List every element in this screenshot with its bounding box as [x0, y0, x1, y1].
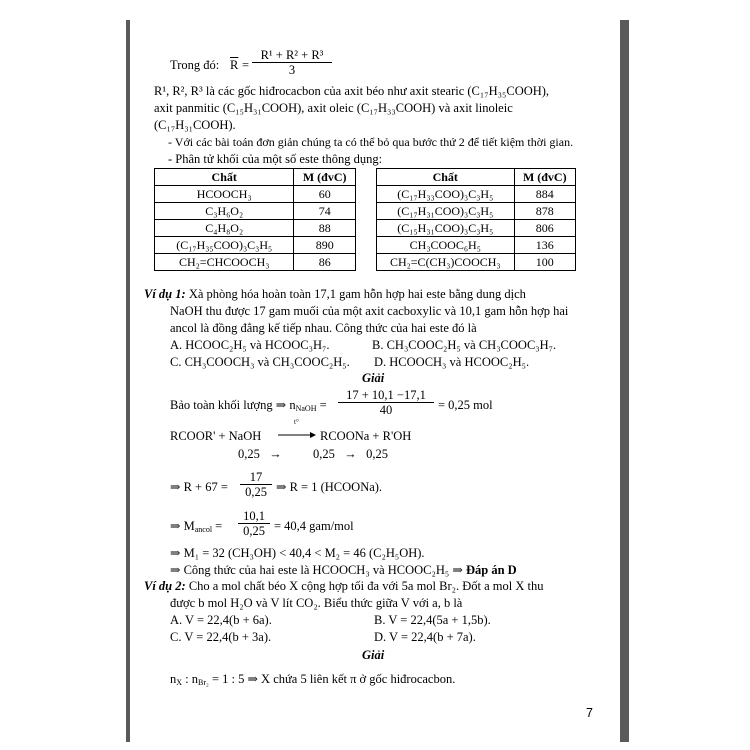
table-row	[377, 220, 576, 237]
example1-option-a: A. HCOOC₂H₅ và HCOOC₃H₇.	[170, 338, 330, 352]
table-cell-mass: 890	[294, 237, 356, 254]
ratio-sub2: Br₂	[198, 678, 209, 687]
table-cell-substance: (C₁₇H₃₃COO)₃C₃H₅	[377, 186, 515, 203]
example1-step5	[170, 563, 517, 578]
example1-step1	[170, 398, 327, 413]
example1-line1	[144, 287, 526, 302]
example2-line2: được b mol H₂O và V lít CO₂. Biểu thức giữa V với a, b là	[170, 596, 463, 610]
table-cell-substance: C₃H₆O₂	[155, 203, 294, 220]
table-header-mass: M (đvC)	[514, 169, 575, 186]
reaction-right: RCOONa + R'OH	[320, 429, 412, 443]
example1-step4: ⇒ M₁ = 32 (CH₃OH) < 40,4 < M₂ = 46 (C₂H₅OH).	[170, 546, 425, 560]
step1-subscript: NaOH	[295, 404, 317, 413]
table-cell-mass: 88	[294, 220, 356, 237]
formula-fraction	[252, 48, 332, 77]
ratio-sub1: X	[176, 678, 183, 687]
table-row	[377, 186, 576, 203]
example1-step3	[170, 519, 222, 534]
example1-option-d: D. HCOOCH₃ và HCOOC₂H₅.	[374, 355, 530, 369]
step2-denominator: 0,25	[245, 485, 267, 499]
table-cell-substance: CH₃COOC₆H₅	[377, 237, 515, 254]
table-cell-substance: CH₂=C(CH₃)COOCH₃	[377, 254, 515, 271]
table-row	[377, 203, 576, 220]
table-row	[155, 254, 356, 271]
formula-denominator: 3	[288, 63, 296, 77]
example2-text1: Cho a mol chất béo X cộng hợp tối đa với 5a mol Br₂. Đốt a mol X thu	[185, 579, 544, 593]
step1-denominator: 40	[379, 403, 393, 417]
step2-result: ⇒ R = 1 (HCOONa).	[276, 480, 383, 494]
bullet-simple-problems: - Với các bài toán đơn giản chúng ta có thể bỏ qua bước thứ 2 để tiết kiệm thời gian.	[168, 135, 574, 149]
table-row	[155, 237, 356, 254]
step1-fraction	[338, 388, 434, 417]
example2-label: Ví dụ 2:	[144, 579, 186, 593]
table-cell-substance: HCOOCH₃	[155, 186, 294, 203]
example2-line1	[144, 579, 544, 594]
table-row	[377, 254, 576, 271]
example1-option-c: C. CH₃COOCH₃ và CH₃COOC₂H₅.	[170, 355, 350, 369]
table-row	[155, 203, 356, 220]
table-row	[155, 186, 356, 203]
reaction-left: RCOOR' + NaOH	[170, 429, 262, 443]
table-cell-mass: 806	[514, 220, 575, 237]
formula-prefix: Trong đó:	[170, 58, 220, 72]
ratio-mid: : n	[182, 672, 199, 686]
step1-result: = 0,25 mol	[438, 398, 493, 412]
table-cell-mass: 884	[514, 186, 575, 203]
table-cell-mass: 136	[514, 237, 575, 254]
step2-fraction	[240, 470, 272, 499]
ratio-n1: n	[170, 672, 177, 686]
step1-numerator: 17 + 10,1 −17,1	[338, 388, 434, 403]
document-page	[130, 20, 620, 742]
table-cell-mass: 878	[514, 203, 575, 220]
step3-fraction	[238, 509, 270, 538]
table-cell-substance: (C₁₅H₃₁COO)₃C₃H₅	[377, 220, 515, 237]
reaction-condition: t°	[294, 418, 299, 426]
example1-line3: ancol là đồng đẳng kế tiếp nhau. Công thức của hai este đó là	[170, 321, 477, 335]
example2-ratio	[170, 672, 455, 687]
reaction-moles: 0,25 → 0,25 → 0,25	[238, 447, 388, 461]
ester-mass-table-right	[376, 168, 576, 271]
step2-numerator: 17	[240, 470, 272, 485]
table-cell-mass: 74	[294, 203, 356, 220]
example1-line2: NaOH thu được 17 gam muối của một axit cacboxylic và 10,1 gam hỗn hợp hai	[170, 304, 569, 318]
example2-solution-heading: Giải	[362, 648, 385, 662]
step2-prefix: ⇒ R + 67 =	[170, 480, 228, 494]
step3-denominator: 0,25	[243, 524, 265, 538]
table-cell-substance: C₄H₈O₂	[155, 220, 294, 237]
example2-option-b: B. V = 22,4(5a + 1,5b).	[374, 613, 491, 627]
table-header-mass: M (đvC)	[294, 169, 356, 186]
step3-numerator: 10,1	[238, 509, 270, 524]
ratio-result: = 1 : 5 ⇒ X chứa 5 liên kết π ở gốc hiđrocacbon.	[208, 672, 456, 686]
example2-option-d: D. V = 22,4(b + 7a).	[374, 630, 476, 644]
table-cell-substance: (C₁₇H₃₅COO)₃C₃H₅	[155, 237, 294, 254]
example1-label: Ví dụ 1:	[144, 287, 186, 301]
example1-option-b: B. CH₃COOC₂H₅ và CH₃COOC₃H₇.	[372, 338, 557, 352]
example2-option-a: A. V = 22,4(b + 6a).	[170, 613, 272, 627]
paragraph1-line2: axit panmitic (C₁₅H₃₁COOH), axit oleic (C₁₇H₃₃COOH) và axit linoleic	[154, 101, 513, 115]
paragraph1-line1: R¹, R², R³ là các gốc hiđrocacbon của axit béo như axit stearic (C₁₇H₃₅COOH),	[154, 84, 550, 98]
step1-prefix: Bảo toàn khối lượng ⇒ n	[170, 398, 296, 412]
table-cell-substance: CH₂=CHCOOCH₃	[155, 254, 294, 271]
table-cell-mass: 100	[514, 254, 575, 271]
answer-badge: Đáp án D	[465, 563, 517, 577]
page-frame-right	[620, 20, 629, 742]
table-cell-mass: 86	[294, 254, 356, 271]
step5-text: ⇒ Công thức của hai este là HCOOCH₃ và HCOOC₂H₅ ⇒	[170, 563, 466, 577]
step3-equals: =	[212, 519, 223, 533]
example1-text1: Xà phòng hóa hoàn toàn 17,1 gam hỗn hợp hai este bằng dung dịch	[185, 287, 526, 301]
table-row	[377, 237, 576, 254]
step3-subscript: ancol	[194, 525, 213, 534]
page-number: 7	[586, 706, 593, 720]
bullet-molar-mass: - Phân tử khối của một số este thông dụng:	[168, 152, 383, 166]
table-cell-substance: (C₁₇H₃₁COO)₃C₃H₅	[377, 203, 515, 220]
example1-solution-heading: Giải	[362, 371, 385, 385]
step3-result: = 40,4 gam/mol	[274, 519, 354, 533]
table-header-substance: Chất	[377, 169, 515, 186]
table-row	[155, 220, 356, 237]
formula-lhs: R	[230, 58, 239, 72]
example2-option-c: C. V = 22,4(b + 3a).	[170, 630, 272, 644]
formula-numerator: R¹ + R² + R³	[252, 48, 332, 63]
step3-prefix: ⇒ M	[170, 519, 195, 533]
formula-equals: =	[242, 58, 250, 72]
table-header-substance: Chất	[155, 169, 294, 186]
paragraph1-line3: (C₁₇H₃₁COOH).	[154, 118, 236, 132]
table-cell-mass: 60	[294, 186, 356, 203]
step1-equals: =	[316, 398, 327, 412]
ester-mass-table-left	[154, 168, 356, 271]
